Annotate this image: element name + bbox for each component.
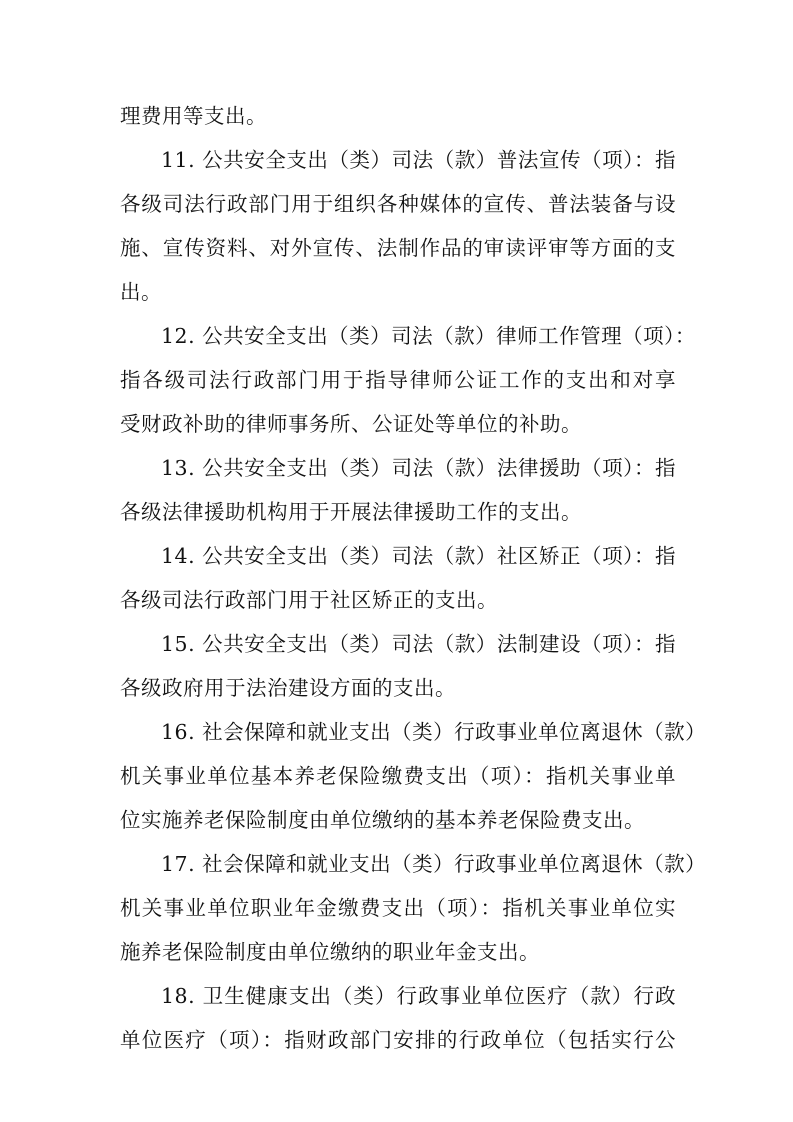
text-line: 各级政府用于法治建设方面的支出。 (120, 676, 456, 700)
text-line: 单位医疗（项）：指财政部门安排的行政单位（包括实行公 (120, 1028, 676, 1052)
text-line: 各级司法行政部门用于组织各种媒体的宣传、普法装备与设 (120, 192, 676, 216)
text-line: 各级法律援助机构用于开展法律援助工作的支出。 (120, 500, 582, 524)
item-13-heading: 13. 公共安全支出（类）司法（款）法律援助（项）：指 (161, 456, 676, 480)
text-line: 各级司法行政部门用于社区矫正的支出。 (120, 588, 498, 612)
item-12-heading: 12. 公共安全支出（类）司法（款）律师工作管理（项）： (161, 324, 696, 348)
text-line: 机关事业单位基本养老保险缴费支出（项）：指机关事业单 (120, 764, 676, 788)
text-line: 理费用等支出。 (120, 104, 267, 128)
text-line: 出。 (120, 280, 162, 304)
text-line: 施养老保险制度由单位缴纳的职业年金支出。 (120, 940, 540, 964)
text-line: 指各级司法行政部门用于指导律师公证工作的支出和对享 (120, 368, 676, 392)
text-line: 施、宣传资料、对外宣传、法制作品的审读评审等方面的支 (120, 236, 676, 260)
item-14-heading: 14. 公共安全支出（类）司法（款）社区矫正（项）：指 (161, 544, 676, 568)
text-line: 位实施养老保险制度由单位缴纳的基本养老保险费支出。 (120, 808, 645, 832)
item-16-heading: 16. 社会保障和就业支出（类）行政事业单位离退休（款） (161, 720, 707, 744)
item-18-heading: 18. 卫生健康支出（类）行政事业单位医疗（款）行政 (161, 984, 676, 1008)
item-11-heading: 11. 公共安全支出（类）司法（款）普法宣传（项）：指 (161, 148, 676, 172)
text-line: 受财政补助的律师事务所、公证处等单位的补助。 (120, 412, 582, 436)
item-15-heading: 15. 公共安全支出（类）司法（款）法制建设（项）：指 (161, 632, 676, 656)
text-line: 机关事业单位职业年金缴费支出（项）：指机关事业单位实 (120, 896, 676, 920)
item-17-heading: 17. 社会保障和就业支出（类）行政事业单位离退休（款） (161, 852, 707, 876)
